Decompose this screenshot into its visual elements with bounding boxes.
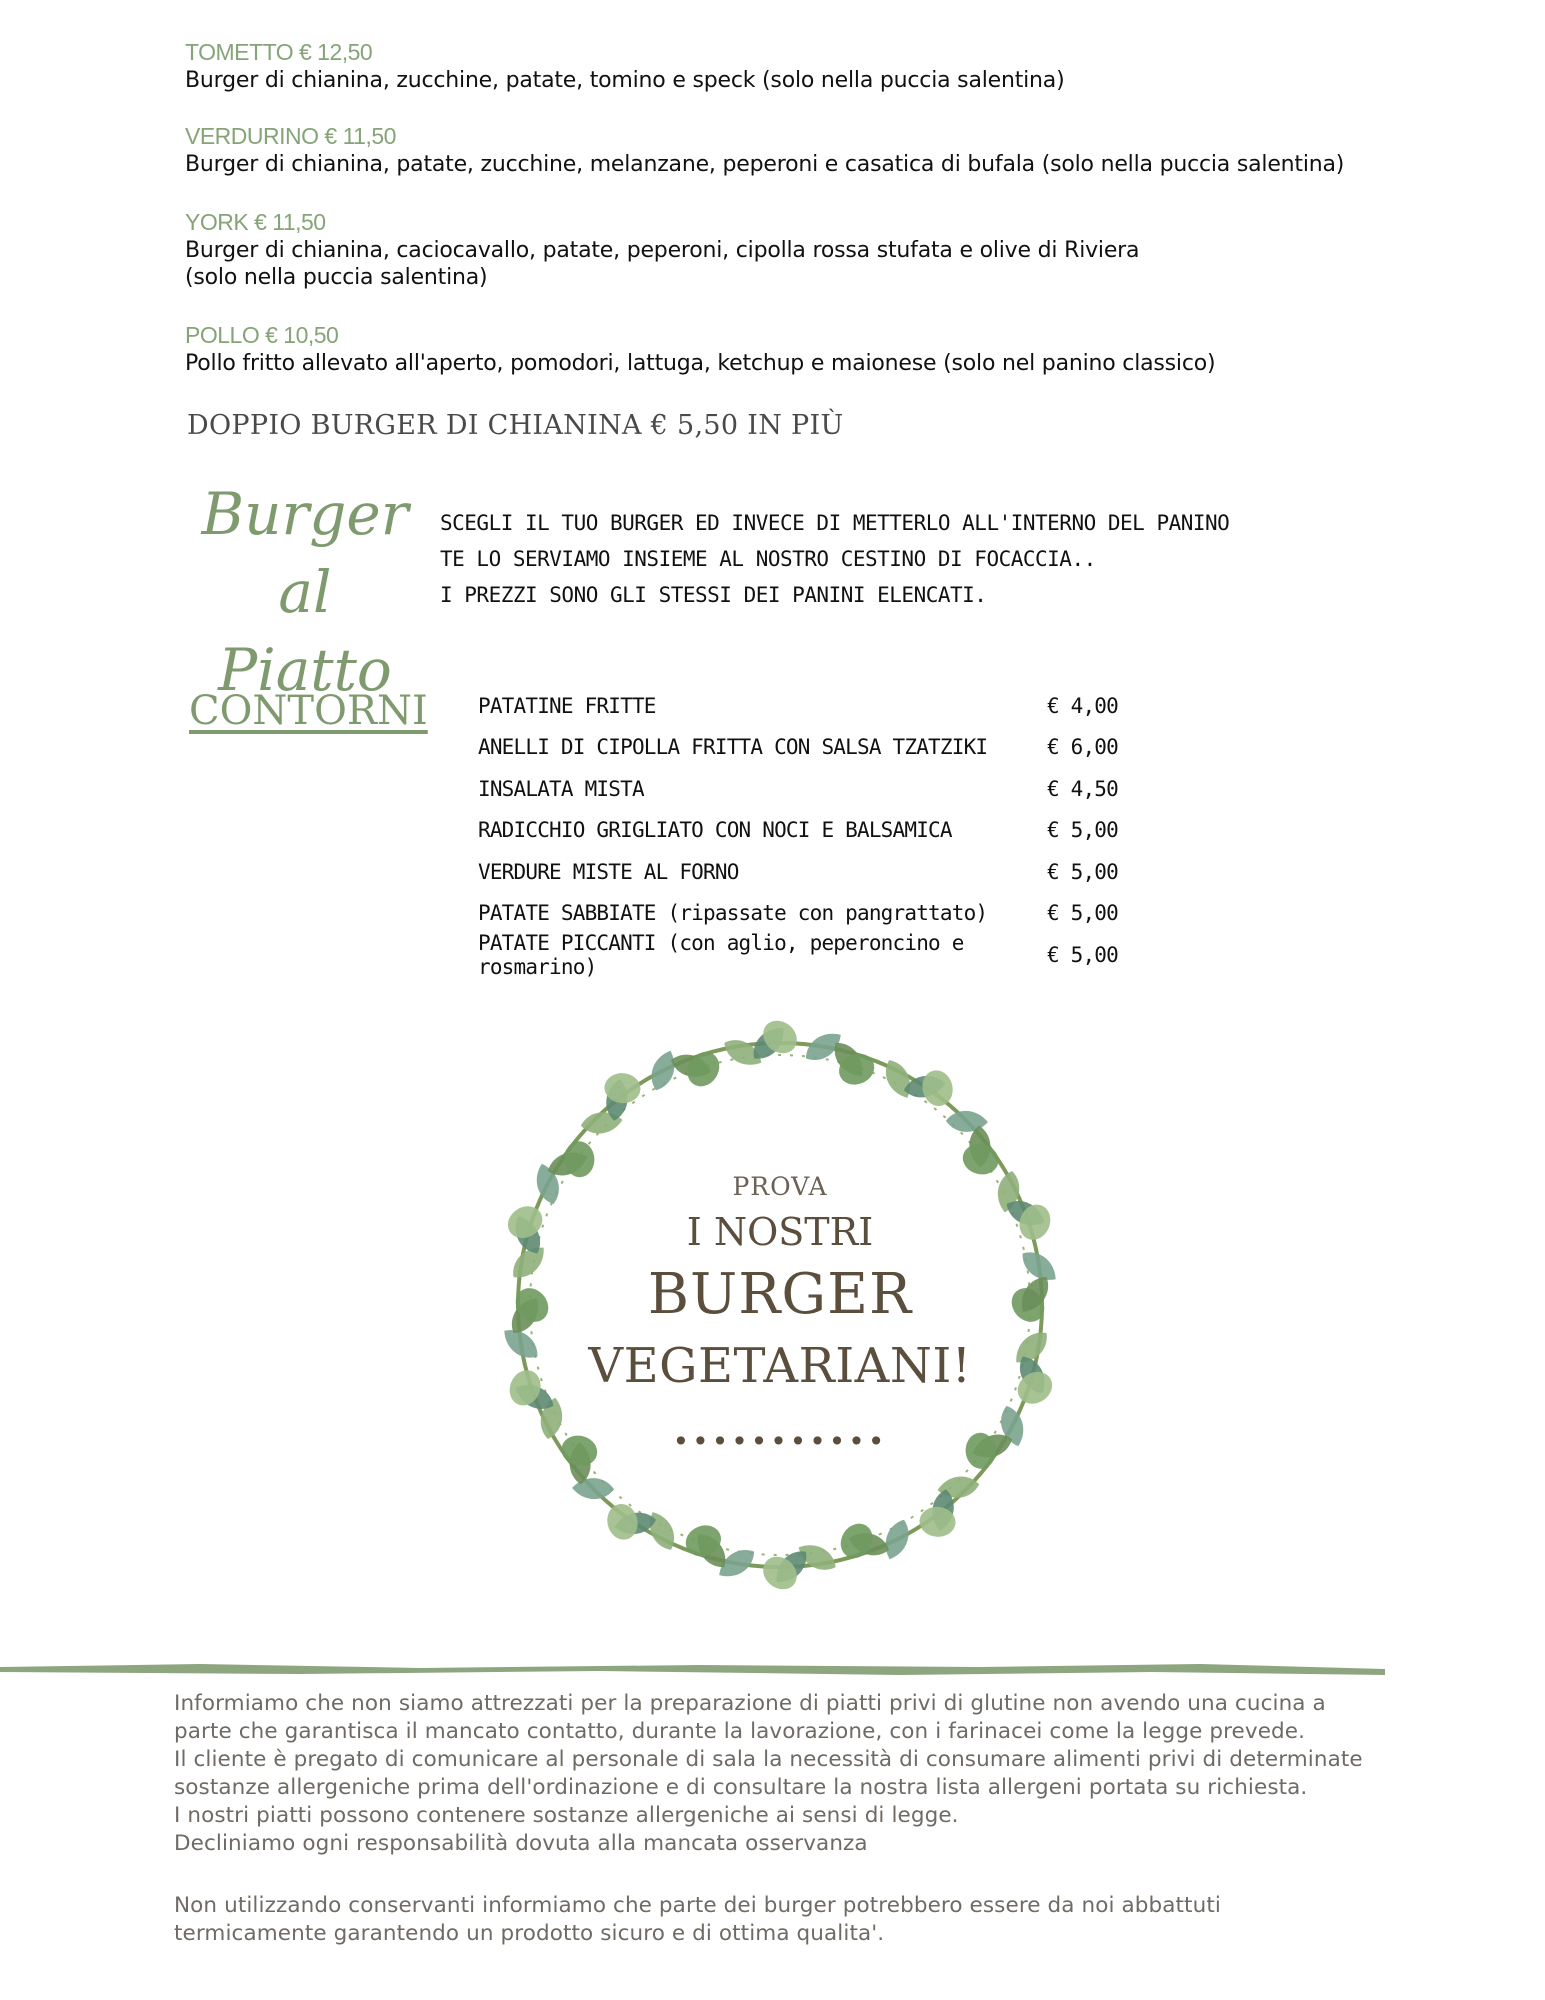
burger-al-piatto-description [440, 505, 1229, 613]
brush-divider [0, 1658, 1385, 1680]
contorni-list [478, 685, 1118, 979]
item-description-2: (solo nella puccia salentina) [185, 265, 488, 290]
item-description: Burger di chianina, caciocavallo, patate, peperoni, cipolla rossa stufata e olive di Riviera [185, 238, 1140, 263]
item-description: Burger di chianina, patate, zucchine, melanzane, peperoni e casatica di bufala (solo nella puccia salentina) [185, 152, 1345, 177]
side-item [478, 685, 1118, 727]
menu-item-pollo [185, 321, 1215, 379]
note-line: parte che garantisca il mancato contatto, durante la lavorazione, con i farinacei come la legge prevede. [174, 1719, 1306, 1744]
wreath-leaf [919, 1067, 957, 1109]
item-description: Burger di chianina, zucchine, patate, tomino e speck (solo nella puccia salentina) [185, 68, 1065, 93]
side-item [478, 727, 1118, 769]
side-item-price: € 5,00 [1046, 901, 1118, 926]
side-item [478, 930, 1118, 979]
side-item-label: ANELLI DI CIPOLLA FRITTA CON SALSA TZATZIKI [478, 735, 988, 760]
side-item-label: RADICCHIO GRIGLIATO CON NOCI E BALSAMICA [478, 818, 952, 843]
side-item-label: VERDURE MISTE AL FORNO [478, 859, 739, 884]
menu-item-tometto [185, 38, 1064, 96]
side-item [478, 768, 1118, 810]
promo-vegetariani: VEGETARIANI! [588, 1338, 972, 1394]
note-line: Non utilizzando conservanti informiamo che parte dei burger potrebbero essere da noi abbattuti [174, 1893, 1221, 1918]
item-name: YORK € 11,50 [185, 209, 326, 235]
menu-item-york [185, 208, 1139, 293]
side-item-price: € 6,00 [1046, 735, 1118, 760]
allergen-notes [174, 1690, 1404, 1948]
side-item-price: € 4,00 [1046, 693, 1118, 718]
note-line: Decliniamo ogni responsabilità dovuta alla mancata osservanza [174, 1831, 868, 1856]
piatto-title-line1: Burger al [201, 480, 409, 626]
piatto-line: I PREZZI SONO GLI STESSI DEI PANINI ELENCATI. [440, 583, 987, 607]
side-item [478, 851, 1118, 893]
wreath-leaf [880, 1516, 914, 1563]
side-item-label: PATATE PICCANTI (con aglio, peperoncino e rosmarino) [478, 930, 964, 979]
wreath-leaf [681, 1046, 726, 1092]
wreath-leaf [834, 1518, 879, 1564]
piatto-line: SCEGLI IL TUO BURGER ED INVECE DI METTERLO ALL'INTERNO DEL PANINO [440, 511, 1230, 535]
double-burger-note: DOPPIO BURGER DI CHIANINA € 5,50 IN PIÙ [187, 410, 844, 441]
promo-nostri: I NOSTRI [686, 1210, 874, 1254]
side-item [478, 893, 1118, 935]
note-line: Informiamo che non siamo attrezzati per la preparazione di piatti privi di glutine non avendo una cucina a [174, 1691, 1326, 1716]
piatto-title-line2: Piatto [218, 636, 392, 704]
wreath-leaf [646, 1047, 680, 1094]
item-name: POLLO € 10,50 [185, 322, 339, 348]
item-name: TOMETTO € 12,50 [185, 39, 373, 65]
side-item-price: € 5,00 [1046, 859, 1118, 884]
item-name: VERDURINO € 11,50 [185, 123, 396, 149]
burger-al-piatto-title [190, 475, 420, 709]
side-item-price: € 5,00 [1046, 818, 1118, 843]
promo-dots: ••••••••••• [672, 1425, 888, 1458]
wreath-leaf [604, 1501, 642, 1543]
side-item-label: PATATINE FRITTE [478, 693, 656, 718]
side-item-label: INSALATA MISTA [478, 776, 644, 801]
item-description: Pollo fritto allevato all'aperto, pomodori, lattuga, ketchup e maionese (solo nel panino classico) [185, 351, 1216, 376]
side-item-price: € 5,00 [1046, 942, 1118, 967]
promo-burger: BURGER [647, 1262, 913, 1327]
side-item-label: PATATE SABBIATE (ripassate con pangrattato) [478, 901, 988, 926]
menu-item-verdurino [185, 122, 1344, 180]
note-line: sostanze allergeniche prima dell'ordinazione e di consultare la nostra lista allergeni portata su richiesta. [174, 1775, 1308, 1800]
note-line: I nostri piatti possono contenere sostanze allergeniche ai sensi di legge. [174, 1803, 959, 1828]
side-item [478, 810, 1118, 852]
piatto-line: TE LO SERVIAMO INSIEME AL NOSTRO CESTINO DI FOCACCIA.. [440, 547, 1096, 571]
contorni-title: CONTORNI [189, 688, 428, 734]
promo-prova: PROVA [732, 1172, 828, 1201]
side-item-price: € 4,50 [1046, 776, 1118, 801]
note-line: Il cliente è pregato di comunicare al personale di sala la necessità di consumare alimenti privi di determinate [174, 1747, 1363, 1772]
note-line: termicamente garantendo un prodotto sicuro e di ottima qualita'. [174, 1921, 885, 1946]
